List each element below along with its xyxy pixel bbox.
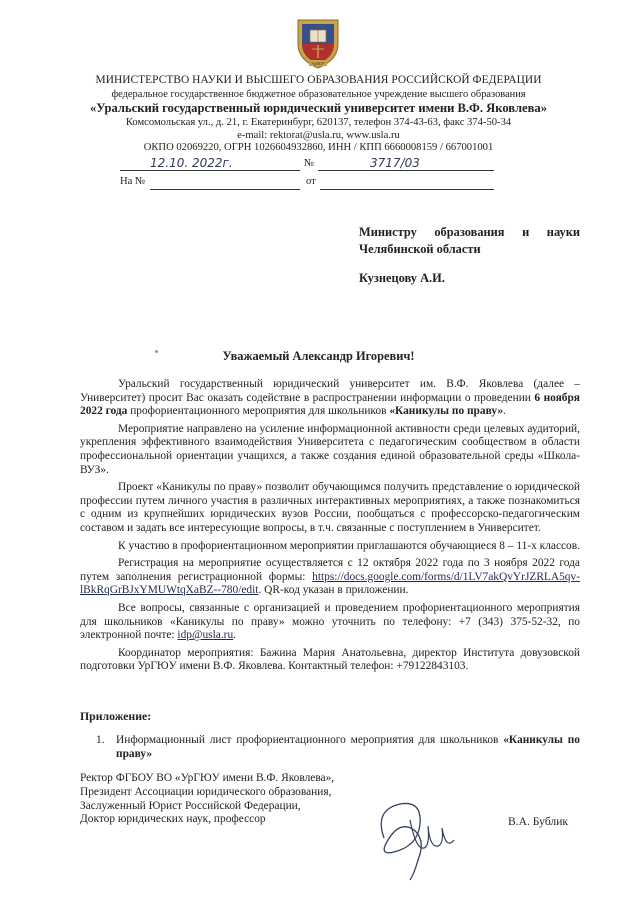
paragraph-2: Мероприятие направлено на усиление информационной активности среди целевых аудиторий, укрепления эффективного взаимодействия Университета с педагогическим сообществом в области профессиональной ориентации учащихся, а также создания единой образовательной среды «Школа-ВУЗ». (80, 422, 580, 476)
signer-name: В.А. Бублик (508, 815, 569, 828)
signatory-titles (80, 772, 334, 827)
handwritten-signature (370, 790, 460, 885)
institution-type: федеральное государственное бюджетное образовательное учреждение высшего образования (111, 89, 526, 100)
paragraph-1: Уральский государственный юридический университет им. В.Ф. Яковлева (далее – Университет) просит Вас оказать содействие в распространении информации о проведении 6 ноября 2022 года профориентационного мероприятия для школьников «Каникулы по праву». (80, 378, 580, 418)
registration-number: 3717/03 (370, 156, 420, 170)
paragraph-5: Регистрация на мероприятие осуществляется с 12 октября 2022 года по 3 ноября 2022 года путем заполнения регистрационной формы: https://docs.google.com/forms/d/1LV7akQvYrJZRLA5qv-lBkRqGrBJxYMUWtqXaBZ--780/edit. QR-код указан в приложении. (80, 557, 580, 597)
appendix-item-number: 1. (96, 734, 105, 746)
from-label: от (306, 176, 316, 187)
reference-row (120, 175, 500, 191)
signatory-line2: Президент Ассоциации юридического образования, (80, 785, 332, 798)
appendix-title: Приложение: (80, 709, 152, 723)
paragraph-7: Координатор мероприятия: Бажина Мария Анатольевна, директор Института довузовской подготовки УрГЮУ имени В.Ф. Яковлева. Контактный телефон: +79122843103. (80, 646, 580, 673)
university-emblem (290, 14, 346, 70)
greeting: Уважаемый Александр Игоревич! (222, 349, 415, 363)
paragraph-3: Проект «Каникулы по праву» позволит обучающимся получить представление о юридической профессии путем личного участия в различных интерактивных мероприятиях, а также познакомиться с одним из крупнейших юридических вузов России, пообщаться с профессорско-педагогическим составом и задать все интересующие вопросы, в т.ч. связанные с поступлением в Университет. (80, 481, 580, 534)
signatory-line3: Заслуженный Юрист Российской Федерации, (80, 799, 301, 812)
appendix-item: 1. Информационный лист профориентационного мероприятия для школьников «Каникулы по праву» (96, 734, 580, 760)
number-label: № (304, 158, 315, 169)
registration-date: 12.10. 2022г. (150, 156, 233, 170)
registration-row (120, 156, 500, 172)
registration-form-link[interactable]: https://docs.google.com/forms/d/1LV7akQvYrJZRLA5qv-lBkRqGrBJxYMUWtqXaBZ--780/edit (80, 570, 580, 597)
university-address: Комсомольская ул., д. 21, г. Екатеринбург, 620137, телефон 374-43-63, факс 374-50-34 (125, 117, 512, 128)
addressee-block (359, 224, 580, 287)
university-codes: ОКПО 02069220, ОГРН 1026604932860, ИНН / КПП 6660008159 / 667001001 (143, 142, 494, 153)
email-link[interactable]: idp@usla.ru (177, 629, 234, 642)
from-line (320, 175, 494, 190)
paragraph-4: К участию в профориентационном мероприятии приглашаются обучающиеся 8 – 11-х классов. (118, 539, 580, 552)
emblem-text: УрГЮУ (311, 61, 325, 66)
paragraph-6: Все вопросы, связанные с организацией и проведением профориентационного мероприятия для школьников «Каникулы по праву» можно уточнить по телефону: +7 (343) 375-52-32, по электронной почте: idp@usla.ru. (80, 601, 580, 642)
signatory-line4: Доктор юридических наук, профессор (80, 813, 266, 826)
addressee-line1: Министру образования и науки (359, 225, 580, 239)
letter-body (80, 378, 580, 674)
reference-label: На № (120, 176, 146, 187)
addressee-line2: Челябинской области (359, 242, 481, 256)
signatory-line1: Ректор ФГБОУ ВО «УрГЮУ имени В.Ф. Яковлева», (80, 772, 335, 784)
ministry-name: МИНИСТЕРСТВО НАУКИ И ВЫСШЕГО ОБРАЗОВАНИЯ РОССИЙСКОЙ ФЕДЕРАЦИИ (95, 74, 542, 86)
university-contacts: e-mail: rektorat@usla.ru, www.usla.ru (237, 130, 400, 141)
university-name: «Уральский государственный юридический университет имени В.Ф. Яковлева» (90, 101, 547, 115)
addressee-name: Кузнецову А.И. (359, 271, 445, 285)
reference-line (150, 175, 300, 190)
